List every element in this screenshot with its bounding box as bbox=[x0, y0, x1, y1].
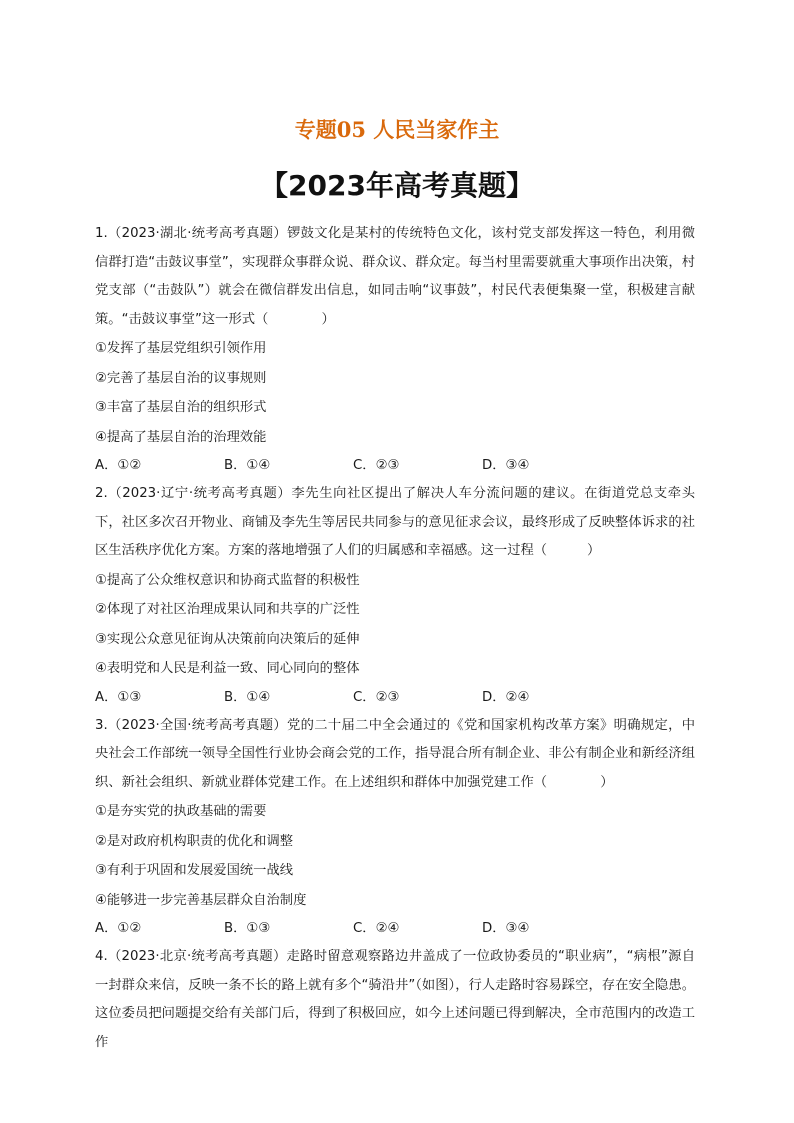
question-stem: 1.（2023·湖北·统考高考真题）锣鼓文化是某村的传统特色文化，该村党支部发挥这一特色，利用微信群打造“击鼓议事堂”，实现群众事群众说、群众议、群众定。每当村里需要就重大事项作出决策，村党支部（“击鼓队”）就会在微信群发出信息，如同击响“议事鼓”，村民代表便集聚一堂，积极建言献策。“击鼓议事堂”这一形式（ ） bbox=[95, 226, 695, 327]
statement-option: ④能够进一步完善基层群众自治制度 bbox=[95, 892, 307, 908]
question-stem: 2.（2023·辽宁·统考高考真题）李先生向社区提出了解决人车分流问题的建议。在街道党总支牵头下，社区多次召开物业、商铺及李先生等居民共同参与的意见征求会议，最终形成了反映整体诉求的社区生活秩序优化方案。方案的落地增强了人们的归属感和幸福感。这一过程（ ） bbox=[95, 486, 695, 558]
question-stem: 4.（2023·北京·统考高考真题）走路时留意观察路边井盖成了一位政协委员的“职业病”，“病根”源自一封群众来信，反映一条不长的路上就有多个“骑沿井”（如图），行人走路时容易踩空，存在安全隐患。这位委员把问题提交给有关部门后，得到了积极回应，如今上述问题已得到解决，全市范围内的改造工作 bbox=[95, 949, 695, 1050]
answer-choices bbox=[95, 452, 695, 480]
question-3 bbox=[95, 712, 695, 944]
question-1 bbox=[95, 220, 695, 480]
question-stem: 3.（2023·全国·统考高考真题）党的二十届二中全会通过的《党和国家机构改革方案》明确规定，中央社会工作部统一领导全国性行业协会商会党的工作，指导混合所有制企业、非公有制企业和新经济组织、新社会组织、新就业群体党建工作。在上述组织和群体中加强党建工作（ ） bbox=[95, 717, 695, 790]
answer-choice-d[interactable]: D．③④ bbox=[482, 458, 530, 473]
answer-choice-a[interactable]: A．①② bbox=[95, 921, 142, 936]
answer-choice-b[interactable]: B．①④ bbox=[224, 458, 271, 473]
statement-option: ③有利于巩固和发展爱国统一战线 bbox=[95, 863, 294, 878]
answer-choice-b[interactable]: B．①③ bbox=[224, 921, 271, 936]
statement-option: ④提高了基层自治的治理效能 bbox=[95, 429, 267, 445]
statement-option: ①提高了公众维权意识和协商式监督的积极性 bbox=[95, 572, 360, 588]
statement-option: ①是夯实党的执政基础的需要 bbox=[95, 804, 267, 819]
answer-choice-d[interactable]: D．③④ bbox=[482, 921, 530, 936]
statement-option: ②体现了对社区治理成果认同和共享的广泛性 bbox=[95, 602, 360, 617]
question-list bbox=[95, 220, 695, 1057]
answer-choice-c[interactable]: C．②③ bbox=[353, 689, 400, 705]
answer-choice-c[interactable]: C．②④ bbox=[353, 921, 400, 936]
answer-choice-b[interactable]: B．①④ bbox=[224, 689, 271, 705]
statement-option: ②是对政府机构职责的优化和调整 bbox=[95, 833, 294, 849]
answer-choice-a[interactable]: A．①③ bbox=[95, 689, 142, 705]
statement-option: ④表明党和人民是利益一致、同心同向的整体 bbox=[95, 661, 360, 676]
answer-choices bbox=[95, 915, 695, 943]
statement-option: ③丰富了基层自治的组织形式 bbox=[95, 400, 267, 415]
answer-choice-d[interactable]: D．②④ bbox=[482, 689, 530, 705]
answer-choice-c[interactable]: C．②③ bbox=[353, 458, 400, 473]
statement-option: ①发挥了基层党组织引领作用 bbox=[95, 341, 267, 356]
answer-choices bbox=[95, 684, 695, 712]
statement-option: ②完善了基层自治的议事规则 bbox=[95, 370, 267, 386]
answer-choice-a[interactable]: A．①② bbox=[95, 458, 142, 473]
statement-option: ③实现公众意见征询从决策前向决策后的延伸 bbox=[95, 631, 360, 647]
document-title: 专题05 人民当家作主 bbox=[294, 117, 500, 142]
question-4 bbox=[95, 943, 695, 1057]
question-2 bbox=[95, 480, 695, 712]
section-title: 【2023年高考真题】 bbox=[260, 169, 534, 202]
